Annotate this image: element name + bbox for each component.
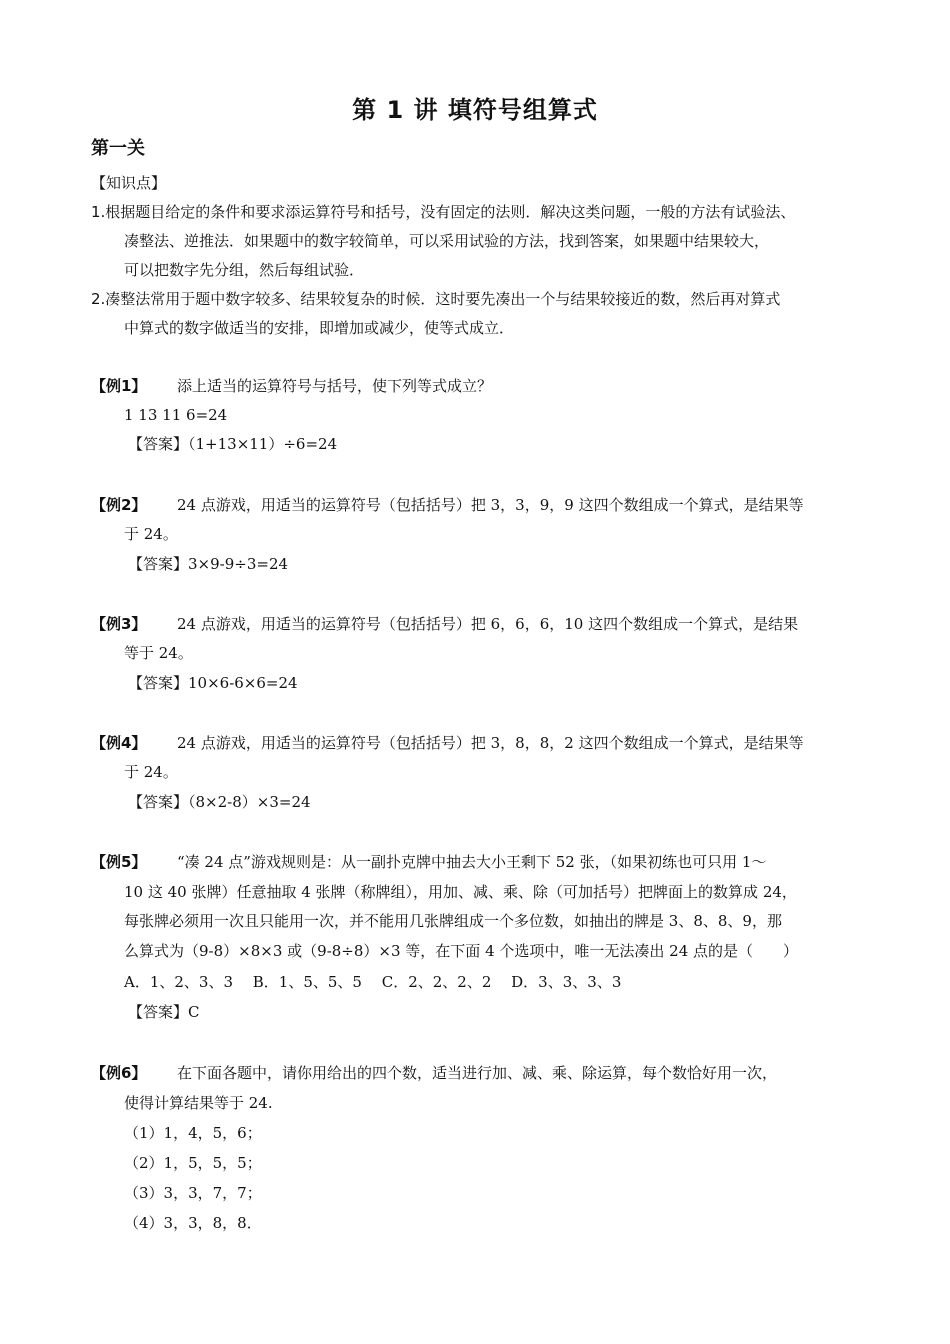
example-2: [91, 494, 804, 516]
example-4: [91, 732, 804, 754]
example-3-continued: 等于 24。: [124, 644, 193, 662]
example-5-line: 每张牌必须用一次且只能用一次，并不能用几张牌组成一个多位数，如抽出的牌是 3、8、8、9，那: [124, 912, 782, 930]
example-5-line: 么算式为（9-8）×8×3 或（9-8÷8）×3 等，在下面 4 个选项中，唯一无法凑出 24 点的是（ ）: [124, 942, 798, 960]
example-text: “凑 24 点”游戏规则是：从一副扑克牌中抽去大小王剩下 52 张，（如果初练也可只用 1～: [177, 853, 767, 871]
example-6-item: （1）1，4，5，6；: [124, 1124, 262, 1142]
example-6-item: （3）3，3，7，7；: [124, 1184, 262, 1202]
example-6-item: （4）3，3，8，8．: [124, 1214, 262, 1232]
section-heading: 第一关: [91, 138, 145, 159]
example-text: 24 点游戏，用适当的运算符号（包括括号）把 3，8，8，2 这四个数组成一个算式，是结果等: [177, 734, 804, 752]
example-6-item: （2）1，5，5，5；: [124, 1154, 262, 1172]
example-label: 【例6】: [91, 1064, 147, 1082]
example-text: 在下面各题中，请你用给出的四个数，适当进行加、减、乘、除运算，每个数恰好用一次，: [177, 1064, 778, 1082]
example-3-answer: 【答案】10×6-6×6=24: [128, 674, 298, 692]
example-1: [91, 375, 492, 397]
knowledge-line: 2.凑整法常用于题中数字较多、结果较复杂的时候．这时要先凑出一个与结果较接近的数，然后再对算式: [91, 290, 781, 308]
example-1-answer: 【答案】（1+13×11）÷6=24: [128, 435, 338, 453]
example-label: 【例2】: [91, 496, 147, 514]
knowledge-line: 凑整法、逆推法．如果题中的数字较简单，可以采用试验的方法，找到答案，如果题中结果较大，: [124, 232, 770, 250]
example-2-continued: 于 24。: [124, 525, 178, 543]
example-label: 【例4】: [91, 734, 147, 752]
example-3: [91, 613, 798, 635]
example-2-answer: 【答案】3×9-9÷3=24: [128, 555, 289, 573]
example-4-answer: 【答案】（8×2-8）×3=24: [128, 793, 311, 811]
example-6-continued: 使得计算结果等于 24.: [124, 1094, 273, 1112]
knowledge-line: 中算式的数字做适当的安排，即增加或减少，使等式成立．: [124, 319, 515, 337]
knowledge-label: 【知识点】: [91, 174, 167, 192]
example-label: 【例5】: [91, 853, 147, 871]
example-5-answer: 【答案】C: [128, 1003, 200, 1021]
example-text: 添上适当的运算符号与括号，使下列等式成立？: [177, 377, 493, 395]
example-4-continued: 于 24。: [124, 763, 178, 781]
example-1-numbers: 1 13 11 6=24: [124, 406, 228, 424]
example-5: [91, 851, 766, 873]
example-5-line: 10 这 40 张牌）任意抽取 4 张牌（称牌组），用加、减、乘、除（可加括号）把牌面上的数算成 24，: [124, 883, 797, 901]
page-title: 第 1 讲 填符号组算式: [352, 96, 598, 124]
example-text: 24 点游戏，用适当的运算符号（包括括号）把 3，3，9，9 这四个数组成一个算式，是结果等: [177, 496, 804, 514]
example-text: 24 点游戏，用适当的运算符号（包括括号）把 6，6，6，10 这四个数组成一个算式，是结果: [177, 615, 799, 633]
example-label: 【例3】: [91, 615, 147, 633]
knowledge-line: 可以把数字先分组，然后每组试验．: [124, 261, 365, 279]
knowledge-line: 1.根据题目给定的条件和要求添运算符号和括号，没有固定的法则．解决这类问题，一般的方法有试验法、: [91, 203, 796, 221]
example-label: 【例1】: [91, 377, 147, 395]
example-5-options: A．1、2、3、3 B．1、5、5、5 C．2、2、2、2 D．3、3、3、3: [124, 973, 622, 991]
example-6: [91, 1062, 777, 1084]
